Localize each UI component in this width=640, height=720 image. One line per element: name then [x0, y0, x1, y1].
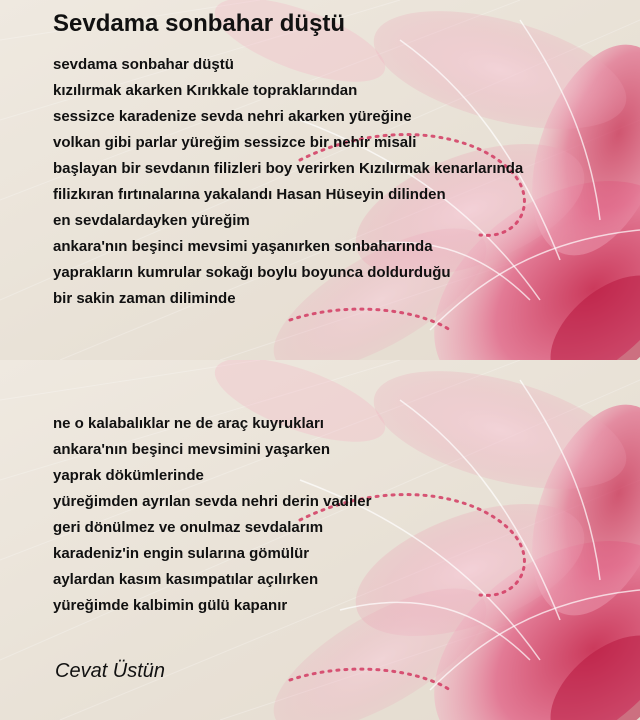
poem-line: sessizce karadenize sevda nehri akarken yüreğine	[53, 108, 412, 125]
poem-line: yaprak dökümlerinde	[53, 467, 204, 484]
poem-line: ankara'nın beşinci mevsimi yaşanırken sonbaharında	[53, 238, 433, 255]
stanza-1	[53, 55, 523, 315]
poem-line: yüreğimden ayrılan sevda nehri derin vadiler	[53, 493, 372, 510]
stanza-2	[53, 414, 371, 622]
poem-line: geri dönülmez ve onulmaz sevdalarım	[53, 519, 324, 536]
poem-line: yüreğimde kalbimin gülü kapanır	[53, 597, 288, 614]
poem-line: filizkıran fırtınalarına yakalandı Hasan Hüseyin dilinden	[53, 186, 446, 203]
author-name: Cevat Üstün	[55, 660, 166, 682]
poem-line: ankara'nın beşinci mevsimini yaşarken	[53, 441, 331, 458]
poem-line: volkan gibi parlar yüreğim sessizce bir nehir misali	[53, 134, 417, 151]
poem-line: bir sakin zaman diliminde	[53, 290, 236, 307]
poem-line: aylardan kasım kasımpatılar açılırken	[53, 571, 319, 588]
poem-line: başlayan bir sevdanın filizleri boy verirken Kızılırmak kenarlarında	[53, 160, 524, 177]
poem-line: yaprakların kumrular sokağı boylu boyunca doldurduğu	[53, 264, 451, 281]
poem-line: sevdama sonbahar düştü	[53, 56, 234, 73]
poem-title: Sevdama sonbahar düştü	[53, 10, 346, 37]
poem-line: karadeniz'in engin sularına gömülür	[53, 545, 310, 562]
poem-line: kızılırmak akarken Kırıkkale topraklarından	[53, 82, 358, 99]
poem-line: ne o kalabalıklar ne de araç kuyrukları	[53, 415, 324, 432]
poem-line: en sevdalardayken yüreğim	[53, 212, 250, 229]
